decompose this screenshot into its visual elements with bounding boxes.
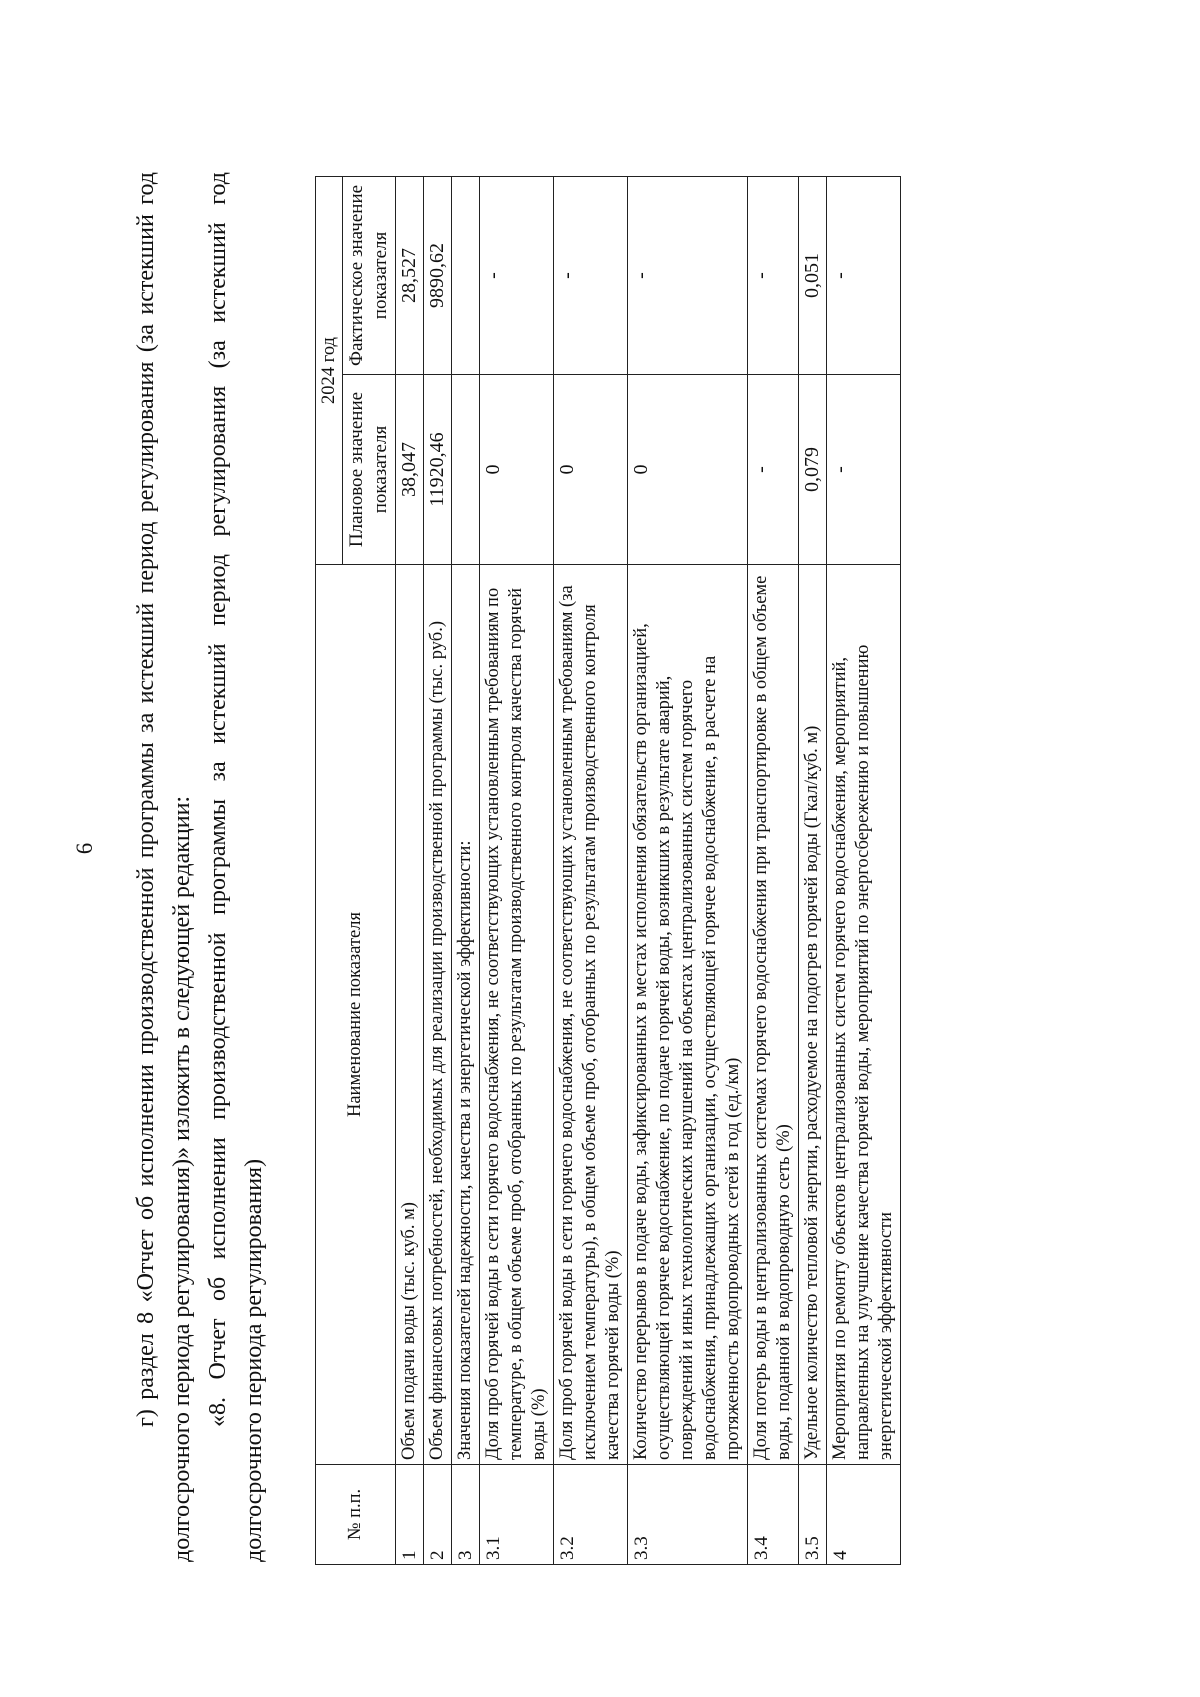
header-year: 2024 год	[316, 176, 343, 564]
row-plan: 0	[480, 375, 554, 565]
row-fact: -	[554, 176, 628, 374]
header-row-1	[316, 176, 343, 1564]
intro-text	[128, 172, 272, 1562]
row-num: 3	[452, 1465, 480, 1565]
table-row	[424, 176, 452, 1564]
row-num: 3.1	[480, 1465, 554, 1565]
row-name: Удельное количество тепловой энергии, расходуемое на подогрев горячей воды (Гкал/куб. м)	[799, 565, 827, 1465]
table-row	[396, 176, 424, 1564]
row-plan: 38,047	[396, 375, 424, 565]
header-num: № п.п.	[316, 1465, 396, 1565]
header-fact: Фактическое значение показателя	[343, 176, 396, 374]
row-fact: -	[480, 176, 554, 374]
row-num: 3.3	[628, 1465, 748, 1565]
row-name: Объем подачи воды (тыс. куб. м)	[396, 565, 424, 1465]
row-fact: -	[748, 176, 799, 374]
row-num: 3.5	[799, 1465, 827, 1565]
header-plan: Плановое значение показателя	[343, 375, 396, 565]
section-heading: «8. Отчет об исполнении производственной программы за истекший период регулирования (за истекший год долгосрочного периода регулирования)	[205, 172, 267, 1562]
row-name: Мероприятия по ремонту объектов централизованных систем горячего водоснабжения, мероприятий, направленных на улучшение качества горячей воды, мероприятий по энергосбережению и повышению энергетической эффективности	[827, 565, 901, 1465]
row-plan: 0	[628, 375, 748, 565]
table-row	[554, 176, 628, 1564]
row-num: 4	[827, 1465, 901, 1565]
row-plan: -	[748, 375, 799, 565]
row-num: 3.4	[748, 1465, 799, 1565]
row-plan: 11920,46	[424, 375, 452, 565]
table-row	[827, 176, 901, 1564]
table-row	[799, 176, 827, 1564]
row-name: Объем финансовых потребностей, необходимых для реализации производственной программы (тыс. руб.)	[424, 565, 452, 1465]
row-name: Доля проб горячей воды в сети горячего водоснабжения, не соответствующих установленным требованиям (за исключением температуры), в общем объеме проб, отобранных по результатам производственного контроля качества горячей воды (%)	[554, 565, 628, 1465]
row-fact: -	[628, 176, 748, 374]
row-plan: -	[827, 375, 901, 565]
table-row	[452, 176, 480, 1564]
row-num: 1	[396, 1465, 424, 1565]
intro-paragraph-1: г) раздел 8 «Отчет об исполнении производственной программы за истекший период регулирования (за истекший год долгосрочного периода регулирования)» изложить в следующей редакции:	[133, 172, 195, 1562]
table-row	[748, 176, 799, 1564]
row-num: 3.2	[554, 1465, 628, 1565]
row-fact: -	[827, 176, 901, 374]
report-table	[315, 176, 901, 1565]
header-name: Наименование показателя	[316, 565, 396, 1465]
row-name: Доля проб горячей воды в сети горячего водоснабжения, не соответствующих установленным требованиям по температуре, в общем объеме проб, отобранных по результатам производственного контроля качества горячей воды (%)	[480, 565, 554, 1465]
row-name: Значения показателей надежности, качества и энергетической эффективности:	[452, 565, 480, 1465]
table-row	[628, 176, 748, 1564]
row-fact: 0,051	[799, 176, 827, 374]
row-plan: 0	[554, 375, 628, 565]
table-row	[480, 176, 554, 1564]
row-plan: 0,079	[799, 375, 827, 565]
row-fact: 28,527	[396, 176, 424, 374]
row-name: Количество перерывов в подаче воды, зафиксированных в местах исполнения обязательств организацией, осуществляющей горячее водоснабжение, по подаче горячей воды, возникших в результате аварий, повреждений и иных технологических нарушений на объектах централизованных систем горячего водоснабжения, принадлежащих организации, осуществляющей горячее водоснабжение, в расчете на протяженность водопроводных сетей в год (ед./км)	[628, 565, 748, 1465]
row-plan	[452, 375, 480, 565]
row-name: Доля потерь воды в централизованных системах горячего водоснабжения при транспортировке в общем объеме воды, поданной в водопроводную сеть (%)	[748, 565, 799, 1465]
row-fact	[452, 176, 480, 374]
page-number: 6	[72, 842, 97, 855]
row-fact: 9890,62	[424, 176, 452, 374]
row-num: 2	[424, 1465, 452, 1565]
